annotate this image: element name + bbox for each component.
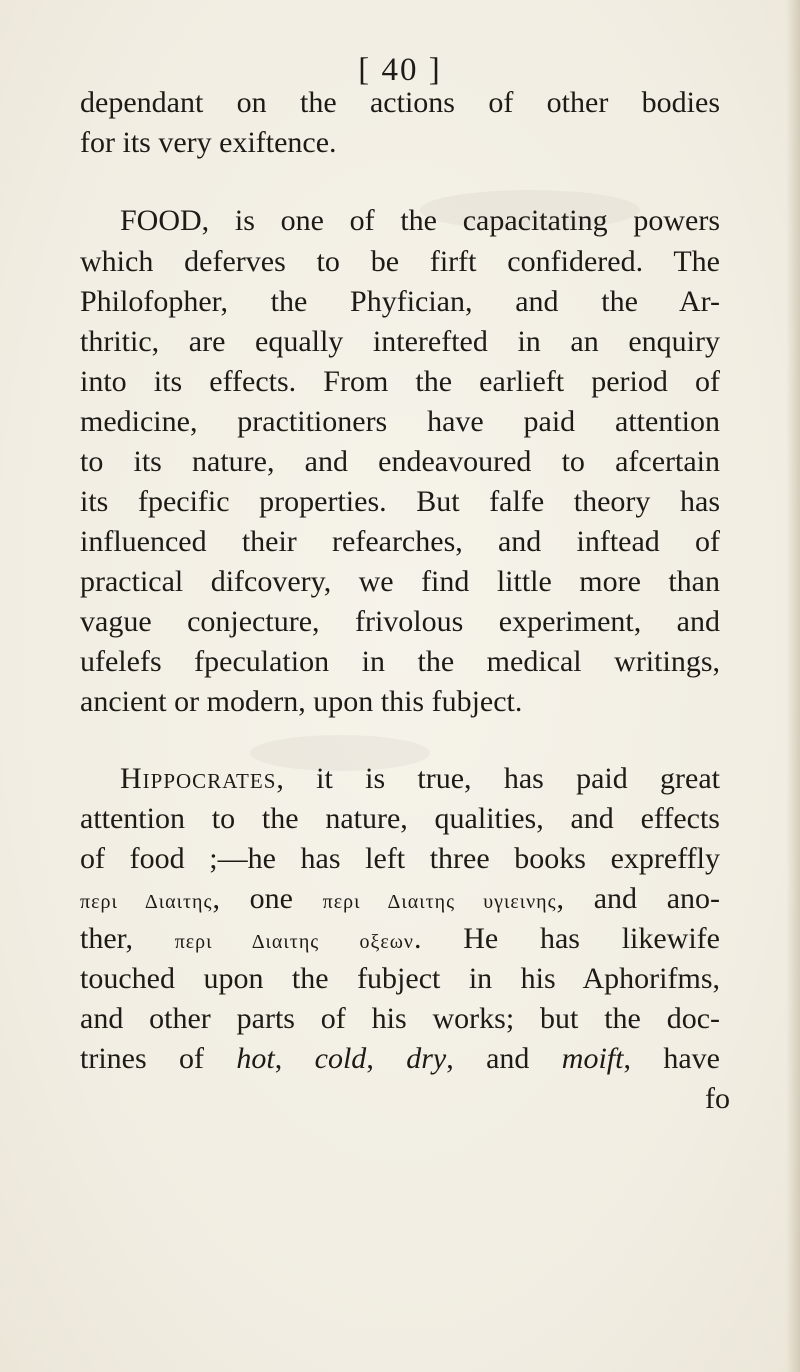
text-line: dependant on the actions of other bodies: [80, 86, 720, 119]
text-span: ther,: [80, 922, 175, 955]
proper-name: Hippocrates: [120, 762, 277, 795]
text-line: which deferves to be firft confidered. The: [80, 245, 720, 278]
text-line: Philofopher, the Phyfician, and the Ar-: [80, 285, 720, 318]
text-line: attention to the nature, qualities, and effects: [80, 802, 720, 835]
greek-title: περι Διαιτης υγιεινης: [322, 891, 557, 913]
text-span: , and ano-: [556, 882, 721, 915]
text-line: thritic, are equally interefted in an enquiry: [80, 325, 720, 358]
greek-title: περι Διαιτης: [80, 891, 213, 913]
text-line: practical difcovery, we find little more than: [80, 565, 720, 598]
text-line: of food ;—he has left three books expreffly: [80, 842, 720, 875]
text-span: ,: [366, 1042, 407, 1075]
italic-term: dry: [406, 1042, 447, 1075]
italic-term: moift: [561, 1042, 624, 1075]
text-span: , one: [212, 882, 323, 915]
text-span: trines of: [80, 1042, 237, 1075]
page-number: [ 40 ]: [358, 52, 442, 88]
catchword: fo: [705, 1082, 730, 1115]
text-span: , have: [623, 1042, 720, 1075]
text-line: and other parts of his works; but the doc-: [80, 1002, 720, 1035]
text-span: , it is true, has paid great: [276, 762, 720, 795]
text-line: into its effects. From the earlieft period of: [80, 365, 720, 398]
text-line: [80, 880, 720, 921]
text-line: for its very exiftence.: [80, 126, 337, 159]
text-line: to its nature, and endeavoured to afcertain: [80, 445, 720, 478]
text-line: [80, 1040, 720, 1078]
text-line: influenced their refearches, and inftead of: [80, 525, 720, 558]
text-line: touched upon the fubject in his Aphorifms,: [80, 962, 720, 995]
text-line: ufelefs fpeculation in the medical writings,: [80, 645, 720, 678]
text-line: ancient or modern, upon this fubject.: [80, 685, 523, 718]
greek-title: περι Διαιτης οξεων: [174, 931, 414, 953]
text-line: [120, 760, 720, 798]
text-line: its fpecific properties. But falfe theory has: [80, 485, 720, 518]
text-span: ,: [274, 1042, 315, 1075]
text-span: , and: [446, 1042, 562, 1075]
text-line: [80, 920, 720, 961]
text-line: medicine, practitioners have paid attention: [80, 405, 720, 438]
italic-term: cold: [314, 1042, 367, 1075]
page-edge-shadow: [786, 0, 800, 1372]
text-line: FOOD, is one of the capacitating powers: [120, 204, 720, 237]
text-span: . He has likewife: [413, 922, 720, 955]
text-line: vague conjecture, frivolous experiment, and: [80, 605, 720, 638]
italic-term: hot: [236, 1042, 275, 1075]
